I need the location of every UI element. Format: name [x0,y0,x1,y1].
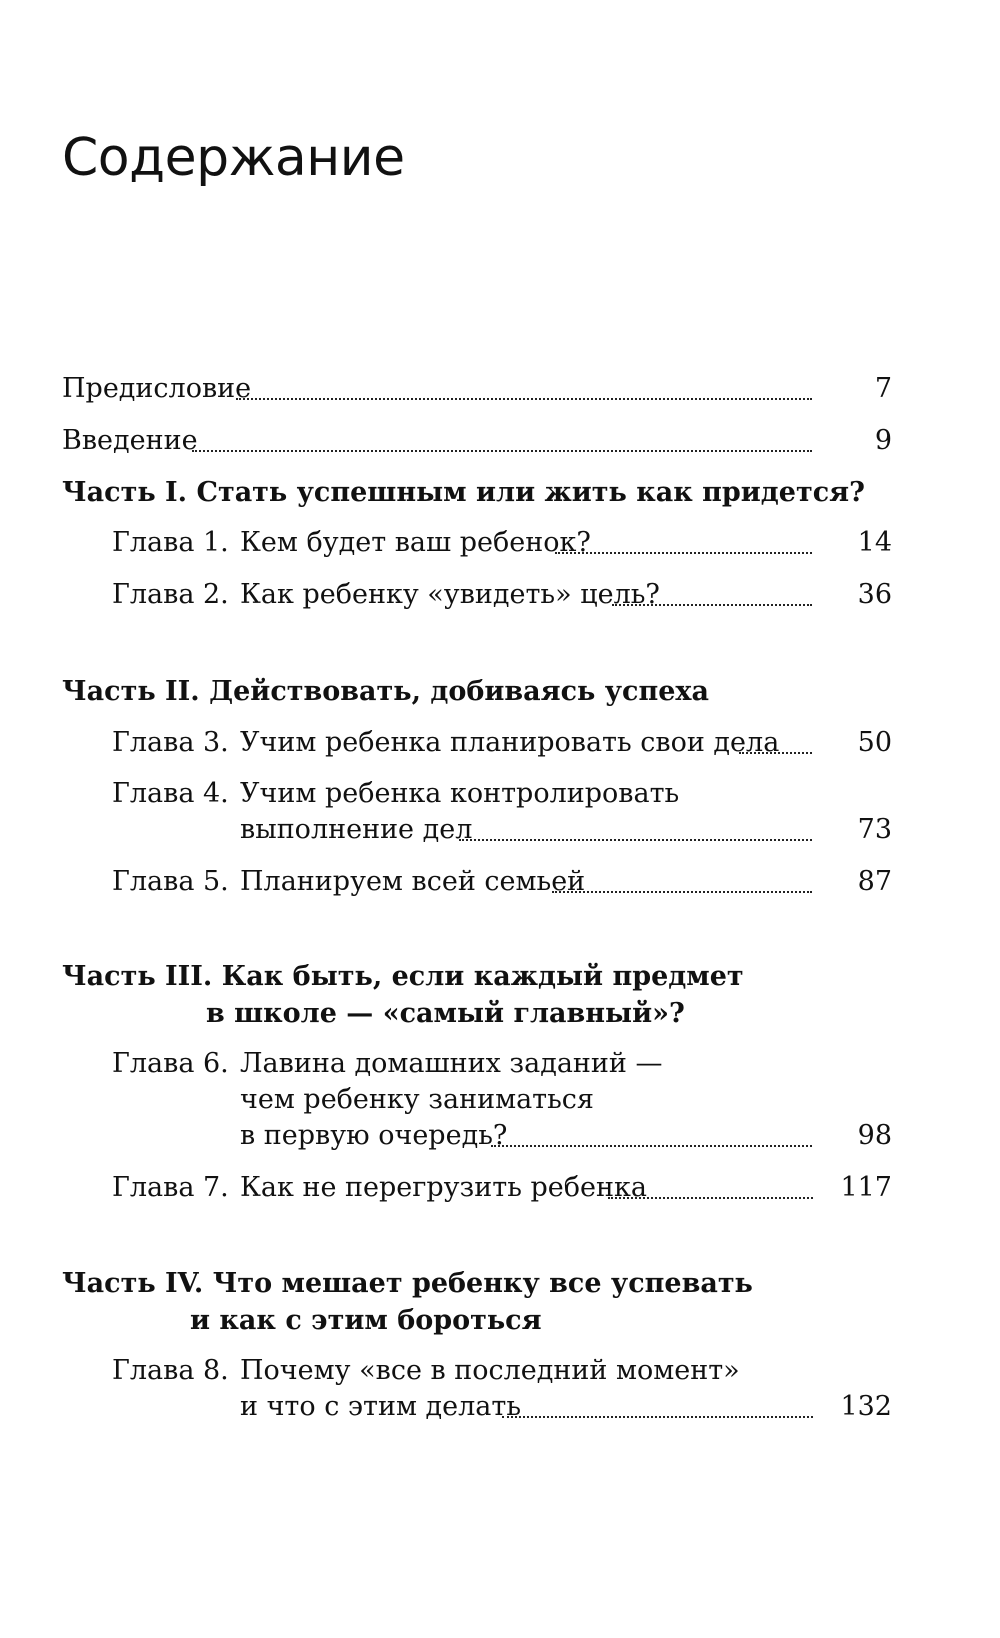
dot-leader [192,414,812,452]
chapter-title-line[interactable]: в первую очередь? [240,1120,508,1151]
chapter-title[interactable]: Учим ребенка планировать свои дела [240,727,780,758]
page-number: 14 [857,527,892,558]
page-number: 36 [857,579,892,610]
toc-entry-preface[interactable]: Предисловие [62,373,252,404]
chapter-title[interactable]: Как ребенку «увидеть» цель? [240,579,660,610]
chapter-title[interactable]: Кем будет ваш ребенок? [240,527,591,558]
chapter-title-line[interactable]: чем ребенку заниматься [240,1084,594,1115]
page-number: 50 [857,727,892,758]
chapter-title[interactable]: Как не перегрузить ребенка [240,1172,647,1203]
chapter-title-line[interactable]: и что с этим делать [240,1391,522,1422]
part-heading-4[interactable] [62,1265,753,1336]
chapter-label: Глава 4. [112,778,229,809]
chapter-label: Глава 6. [112,1048,229,1079]
part-heading-2[interactable] [62,673,709,710]
page-number: 117 [840,1172,892,1203]
page-number: 98 [857,1120,892,1151]
dot-leader [502,1380,813,1418]
part-heading-line: в школе — «самый главный»? [206,998,685,1029]
chapter-title-line[interactable]: Почему «все в последний момент» [240,1355,740,1386]
part-heading-line: Часть IV. Что мешает ребенку все успевать [62,1268,753,1299]
dot-leader [459,803,812,841]
page-number: 9 [874,425,892,456]
chapter-label: Глава 2. [112,579,229,610]
toc-entry-introduction[interactable]: Введение [62,425,198,456]
page-number: 73 [857,814,892,845]
part-heading-3[interactable] [62,958,744,1029]
part-heading-line: Часть II. Действовать, добиваясь успеха [62,676,710,707]
part-heading-line: Часть III. Как быть, если каждый предмет [62,961,744,992]
chapter-label: Глава 1. [112,527,229,558]
page-title: Содержание [62,128,405,188]
dot-leader [491,1109,812,1147]
chapter-title[interactable]: Планируем всей семьей [240,866,586,897]
chapter-title-line[interactable]: выполнение дел [240,814,473,845]
chapter-label: Глава 7. [112,1172,229,1203]
page-number: 87 [857,866,892,897]
dot-leader [612,568,812,606]
page-number: 132 [840,1391,892,1422]
dot-leader [552,855,812,893]
part-heading-line: Часть I. Стать успешным или жить как придется? [62,477,865,508]
page-number: 7 [874,373,892,404]
chapter-title-line[interactable]: Учим ребенка контролировать [240,778,680,809]
dot-leader [555,516,812,554]
chapter-label: Глава 3. [112,727,229,758]
dot-leader [608,1161,813,1199]
chapter-title-line[interactable]: Лавина домашних заданий — [240,1048,663,1079]
chapter-label: Глава 8. [112,1355,229,1386]
part-heading-line: и как с этим бороться [190,1305,542,1336]
chapter-label: Глава 5. [112,866,229,897]
dot-leader [236,362,812,400]
dot-leader [739,716,812,754]
part-heading-1[interactable] [62,474,865,511]
